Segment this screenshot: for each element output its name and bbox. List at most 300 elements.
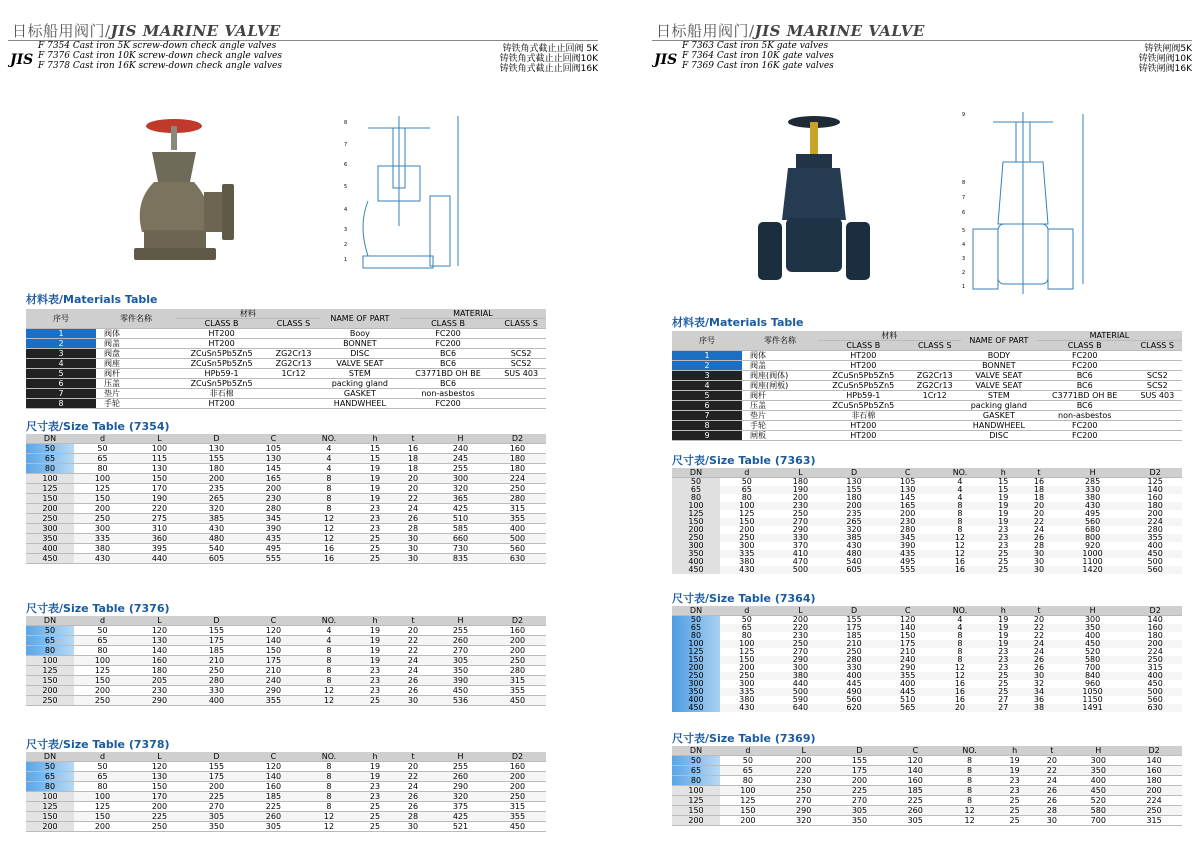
table-cell: 260 <box>432 636 489 646</box>
table-cell: 12 <box>943 806 996 816</box>
table-cell: 18 <box>394 454 432 464</box>
table-cell: 185 <box>846 631 862 640</box>
table-row <box>672 411 1182 421</box>
table-cell: 19 <box>356 636 394 646</box>
table-cell: 250 <box>489 792 546 802</box>
table-cell: 200 <box>776 756 832 766</box>
table-cell: 26 <box>394 514 432 524</box>
table-row <box>672 421 1182 431</box>
table-cell: 250 <box>26 696 74 706</box>
table-cell: 65 <box>720 766 776 776</box>
table-cell: 450 <box>489 696 546 706</box>
table-cell: 8 <box>302 646 356 656</box>
svg-text:4: 4 <box>962 242 966 248</box>
table-cell: 20 <box>394 474 432 484</box>
table-cell: 200 <box>489 646 546 656</box>
table-cell: 阀座(闸板) <box>742 381 818 391</box>
size-table-7354 <box>26 434 546 564</box>
table-cell: 阀盖 <box>742 361 818 371</box>
table-cell: 19 <box>985 502 1021 510</box>
table-cell: 34 <box>1021 688 1057 696</box>
table-cell: 270 <box>432 646 489 656</box>
table-cell: 125 <box>672 648 720 656</box>
col-header: NO. <box>935 606 986 616</box>
table-cell: 200 <box>720 816 776 826</box>
table-cell: 15 <box>985 486 1021 494</box>
table-cell: 120 <box>900 615 916 624</box>
table-cell: 450 <box>672 566 720 574</box>
table-cell: 200 <box>245 484 302 494</box>
table-cell: 16 <box>935 566 986 574</box>
table-cell <box>909 351 961 361</box>
table-cell: HT200 <box>818 361 909 371</box>
col-header: NO. <box>302 616 356 626</box>
table-cell: 8 <box>302 504 356 514</box>
table-row <box>26 812 546 822</box>
table-cell: 130 <box>245 454 302 464</box>
table-cell: 65 <box>26 636 74 646</box>
table-cell: 200 <box>188 782 245 792</box>
table-cell: 26 <box>394 802 432 812</box>
table-cell: 26 <box>1033 786 1070 796</box>
table-cell: 30 <box>1021 566 1057 574</box>
table-cell: 5 <box>26 369 96 379</box>
table-cell: 4 <box>302 444 356 454</box>
table-cell: 200 <box>672 816 720 826</box>
table-cell: BC6 <box>1037 371 1133 381</box>
table-row <box>26 494 546 504</box>
table-cell: 阀盘 <box>96 349 176 359</box>
col-header: D <box>827 606 881 616</box>
table-cell: 27 <box>998 695 1009 704</box>
model-line: F 7369 Cast iron 16K gate valves <box>682 61 834 71</box>
table-row <box>26 454 546 464</box>
table-cell: HT200 <box>818 431 909 441</box>
col-header: h <box>356 616 394 626</box>
table-cell: 170 <box>131 484 188 494</box>
model-line-cn: 铸铁角式截止止回阀16K <box>499 64 598 74</box>
col-header: D2 <box>489 616 546 626</box>
table-cell: 180 <box>131 666 188 676</box>
table-cell: 345 <box>881 534 935 542</box>
table-cell: 23 <box>998 525 1009 534</box>
table-cell: 250 <box>188 666 245 676</box>
table-cell: 200 <box>188 474 245 484</box>
table-cell: 130 <box>131 464 188 474</box>
table-cell: 28 <box>1033 541 1045 550</box>
table-cell: DISC <box>320 349 400 359</box>
table-cell: 155 <box>188 626 245 636</box>
model-line: F 7376 Cast iron 10K screw-down check angle valves <box>38 51 282 61</box>
table-cell: 23 <box>356 504 394 514</box>
table-cell: 19 <box>356 772 394 782</box>
table-cell: 200 <box>739 663 755 672</box>
table-cell: 265 <box>188 494 245 504</box>
table-cell: 620 <box>827 704 881 712</box>
table-cell: 425 <box>432 504 489 514</box>
jis-label: JIS <box>654 52 678 68</box>
table-cell: 205 <box>131 676 188 686</box>
table-cell: 非石棉 <box>176 389 267 399</box>
table-cell: C3771BD OH BE <box>400 369 496 379</box>
col-header: d <box>74 752 131 762</box>
table-row <box>26 524 546 534</box>
table-cell: 270 <box>774 518 828 526</box>
table-cell: 150 <box>720 518 774 526</box>
col-header: NO. <box>935 468 986 478</box>
table-cell: 22 <box>1021 624 1057 632</box>
table-cell: 1100 <box>1082 557 1103 566</box>
table-cell: 125 <box>739 509 755 518</box>
gate-valve-photo <box>756 110 876 300</box>
table-cell: 430 <box>188 524 245 534</box>
table-cell: 230 <box>774 502 828 510</box>
table-cell: 非石棉 <box>818 411 909 421</box>
table-cell: 23 <box>356 676 394 686</box>
table-row <box>672 371 1182 381</box>
table-cell: 445 <box>846 679 862 688</box>
table-cell: 450 <box>489 822 546 832</box>
table-cell: 480 <box>827 550 881 558</box>
model-line: F 7364 Cast iron 10K gate valves <box>682 51 834 61</box>
col-header: CLASS B <box>176 319 267 329</box>
table-cell: 6 <box>672 401 742 411</box>
table-cell: 23 <box>996 786 1033 796</box>
table-row <box>26 369 546 379</box>
table-cell: 130 <box>131 772 188 782</box>
table-cell: 155 <box>188 762 245 772</box>
table-row <box>26 782 546 792</box>
table-cell: 4 <box>672 381 742 391</box>
col-header: D2 <box>1128 606 1182 616</box>
table-cell: ZG2Cr13 <box>909 381 961 391</box>
col-header: L <box>774 606 828 616</box>
table-cell: 25 <box>356 696 394 706</box>
table-cell: 20 <box>1033 615 1045 624</box>
table-row <box>672 816 1182 826</box>
table-cell <box>267 379 320 389</box>
col-header: t <box>1021 468 1057 478</box>
table-cell: 175 <box>827 624 881 632</box>
table-cell: 8 <box>957 647 963 656</box>
table-cell: 220 <box>776 766 832 776</box>
table-cell: packing gland <box>320 379 400 389</box>
size-table-title-7376: 尺寸表/Size Table (7376) <box>26 602 170 615</box>
table-cell: 160 <box>1126 766 1182 776</box>
col-header: C <box>245 752 302 762</box>
table-cell: 130 <box>846 477 862 486</box>
table-cell: 400 <box>900 679 916 688</box>
table-cell: 450 <box>1057 640 1128 648</box>
table-cell: 560 <box>1057 518 1128 526</box>
table-cell: 305 <box>188 812 245 822</box>
table-cell <box>1133 351 1182 361</box>
table-cell: 4 <box>935 624 986 632</box>
table-cell: 410 <box>774 550 828 558</box>
size-table-7364 <box>672 606 1182 712</box>
table-row <box>672 704 1182 712</box>
table-cell: 225 <box>887 796 943 806</box>
table-cell: 355 <box>489 686 546 696</box>
table-cell: 25 <box>998 679 1009 688</box>
table-cell <box>496 389 546 399</box>
col-header: D2 <box>489 752 546 762</box>
table-cell: 12 <box>935 550 986 558</box>
table-cell: 440 <box>131 554 188 564</box>
table-cell: 180 <box>846 493 862 502</box>
table-cell: 65 <box>672 486 720 494</box>
table-cell: 28 <box>394 524 432 534</box>
table-cell: 150 <box>74 676 131 686</box>
table-cell: 260 <box>432 772 489 782</box>
table-row <box>672 766 1182 776</box>
table-cell: 8 <box>943 756 996 766</box>
table-cell: 140 <box>245 772 302 782</box>
table-row <box>26 666 546 676</box>
table-cell: 365 <box>432 494 489 504</box>
table-cell: 200 <box>489 782 546 792</box>
table-cell: 16 <box>954 557 966 566</box>
table-row <box>26 762 546 772</box>
table-cell: 25 <box>356 822 394 832</box>
table-cell <box>496 379 546 389</box>
col-header: L <box>131 752 188 762</box>
table-cell: 440 <box>792 679 809 688</box>
table-cell: 250 <box>720 534 774 542</box>
table-cell: 380 <box>1084 493 1101 502</box>
table-cell: 125 <box>74 484 131 494</box>
svg-text:3: 3 <box>344 227 348 233</box>
svg-text:4: 4 <box>344 207 348 213</box>
table-cell: 27 <box>985 704 1021 712</box>
table-cell: 495 <box>1084 509 1101 518</box>
col-header: CLASS S <box>909 341 961 351</box>
table-cell: 4 <box>26 359 96 369</box>
table-cell: 23 <box>985 534 1021 542</box>
table-cell: 580 <box>1057 656 1128 664</box>
table-cell: 450 <box>1147 679 1163 688</box>
table-cell: 8 <box>302 782 356 792</box>
col-header: CLASS S <box>267 319 320 329</box>
table-cell: 315 <box>1147 663 1163 672</box>
table-cell: 310 <box>131 524 188 534</box>
table-cell: 100 <box>131 444 188 454</box>
col-header: H <box>432 434 489 444</box>
model-list <box>38 41 282 71</box>
table-cell: 250 <box>774 640 828 648</box>
table-cell: 835 <box>432 554 489 564</box>
table-cell: 24 <box>394 656 432 666</box>
table-cell: 220 <box>131 504 188 514</box>
col-header: t <box>1021 606 1057 616</box>
svg-text:7: 7 <box>962 195 966 201</box>
table-cell: 22 <box>1021 518 1057 526</box>
table-cell: 355 <box>245 696 302 706</box>
size-table-7363 <box>672 468 1182 574</box>
table-cell <box>267 399 320 409</box>
table-cell: 630 <box>489 554 546 564</box>
table-cell: SCS2 <box>1133 371 1182 381</box>
table-row <box>672 796 1182 806</box>
table-cell: 250 <box>792 509 809 518</box>
table-cell: 305 <box>245 822 302 832</box>
model-line-cn: 铸铁角式截止止回阀10K <box>499 54 598 64</box>
svg-text:8: 8 <box>344 120 348 126</box>
table-row <box>672 361 1182 371</box>
header-row <box>672 746 1182 756</box>
table-cell: 430 <box>846 541 862 550</box>
table-cell: 275 <box>131 514 188 524</box>
table-cell: BC6 <box>400 379 496 389</box>
table-cell: BONNET <box>961 361 1037 371</box>
table-cell: 65 <box>26 454 74 464</box>
table-cell: 240 <box>881 656 935 664</box>
table-cell: 50 <box>672 756 720 766</box>
table-cell: 8 <box>935 640 986 648</box>
table-cell: 16 <box>954 695 966 704</box>
table-cell: 4 <box>957 615 963 624</box>
table-cell: 30 <box>394 696 432 706</box>
table-cell: 400 <box>188 696 245 706</box>
svg-text:5: 5 <box>344 184 348 190</box>
table-cell: 阀座(阀体) <box>742 371 818 381</box>
table-cell: 25 <box>996 816 1033 826</box>
table-cell: 220 <box>774 624 828 632</box>
table-cell: 140 <box>1128 486 1182 494</box>
table-cell: 140 <box>887 766 943 776</box>
table-cell: 300 <box>26 524 74 534</box>
table-cell: 50 <box>74 444 131 454</box>
table-cell: 20 <box>1033 509 1045 518</box>
table-cell: HT200 <box>818 421 909 431</box>
model-line: F 7378 Cast iron 16K screw-down check angle valves <box>38 61 282 71</box>
table-cell: 160 <box>1147 493 1163 502</box>
col-header: H <box>1070 746 1126 756</box>
table-cell: 36 <box>1033 695 1045 704</box>
table-cell: 8 <box>302 676 356 686</box>
table-cell: 150 <box>900 631 916 640</box>
header-row <box>26 752 546 762</box>
table-cell: STEM <box>320 369 400 379</box>
table-cell: 510 <box>900 695 916 704</box>
table-cell: 800 <box>1057 534 1128 542</box>
table-cell: 585 <box>432 524 489 534</box>
model-line-cn: 铸铁闸阀5K <box>1144 44 1192 54</box>
table-cell: 50 <box>741 615 752 624</box>
table-cell: 12 <box>302 514 356 524</box>
table-cell: 200 <box>827 502 881 510</box>
table-cell: FC200 <box>1037 431 1133 441</box>
col-header: H <box>432 752 489 762</box>
table-cell: 315 <box>489 802 546 812</box>
table-row <box>26 772 546 782</box>
table-cell: HPb59-1 <box>818 391 909 401</box>
title-en: JIS MARINE VALVE <box>754 22 925 40</box>
table-cell: 450 <box>672 704 720 712</box>
table-cell: 280 <box>900 525 916 534</box>
table-cell: 65 <box>26 772 74 782</box>
table-cell: 12 <box>943 816 996 826</box>
table-cell: 200 <box>672 664 720 672</box>
table-cell: 100 <box>720 640 774 648</box>
table-cell: 300 <box>432 474 489 484</box>
table-cell: 24 <box>394 782 432 792</box>
table-cell <box>909 361 961 371</box>
table-cell: 605 <box>188 554 245 564</box>
jis-label: JIS <box>10 52 34 68</box>
table-cell: SCS2 <box>1133 381 1182 391</box>
table-cell: 175 <box>188 772 245 782</box>
table-row <box>26 474 546 484</box>
col-header: 材料 <box>818 331 961 341</box>
table-cell: 15 <box>998 477 1009 486</box>
table-cell: 100 <box>672 640 720 648</box>
table-cell: 22 <box>394 646 432 656</box>
table-cell: 24 <box>1033 525 1045 534</box>
table-cell: 960 <box>1084 679 1101 688</box>
table-cell: 210 <box>188 656 245 666</box>
table-cell: 4 <box>302 454 356 464</box>
table-cell: 100 <box>720 786 776 796</box>
table-cell: 12 <box>302 686 356 696</box>
table-cell: 80 <box>74 646 131 656</box>
table-cell: 8 <box>943 776 996 786</box>
col-header: DN <box>26 752 74 762</box>
table-cell: 120 <box>245 762 302 772</box>
table-cell: 320 <box>188 504 245 514</box>
table-cell: 380 <box>739 557 755 566</box>
table-cell: 19 <box>985 518 1021 526</box>
table-cell: 50 <box>720 756 776 766</box>
table-cell: 150 <box>672 518 720 526</box>
table-cell: ZG2Cr13 <box>267 349 320 359</box>
table-cell: 224 <box>1147 647 1163 656</box>
table-cell: 445 <box>881 688 935 696</box>
table-cell: 12 <box>302 696 356 706</box>
table-cell: 250 <box>131 822 188 832</box>
table-cell: 280 <box>1147 525 1163 534</box>
table-cell: 230 <box>131 686 188 696</box>
table-cell: 25 <box>996 806 1033 816</box>
col-header: C <box>887 746 943 756</box>
table-cell: 1491 <box>1057 704 1128 712</box>
table-cell: 425 <box>432 812 489 822</box>
table-cell <box>1133 421 1182 431</box>
table-cell: 140 <box>245 636 302 646</box>
table-cell: 65 <box>74 772 131 782</box>
col-header: L <box>131 434 188 444</box>
model-line-cn: 铸铁角式截止止回阀 5K <box>502 44 598 54</box>
table-cell: 19 <box>998 615 1009 624</box>
table-cell: 8 <box>302 494 356 504</box>
table-cell: 8 <box>957 525 963 534</box>
col-header: D <box>188 434 245 444</box>
table-cell: non-asbestos <box>400 389 496 399</box>
col-header: 序号 <box>672 331 742 351</box>
table-cell: 20 <box>935 704 986 712</box>
table-row <box>672 351 1182 361</box>
table-row <box>26 802 546 812</box>
table-cell: 385 <box>827 534 881 542</box>
table-cell: 350 <box>1070 766 1126 776</box>
table-cell: 305 <box>832 806 888 816</box>
table-cell: 470 <box>792 557 809 566</box>
table-cell: 450 <box>1070 786 1126 796</box>
table-cell: 390 <box>432 676 489 686</box>
table-cell: 125 <box>74 666 131 676</box>
table-cell: 560 <box>489 544 546 554</box>
table-cell: 495 <box>900 557 916 566</box>
